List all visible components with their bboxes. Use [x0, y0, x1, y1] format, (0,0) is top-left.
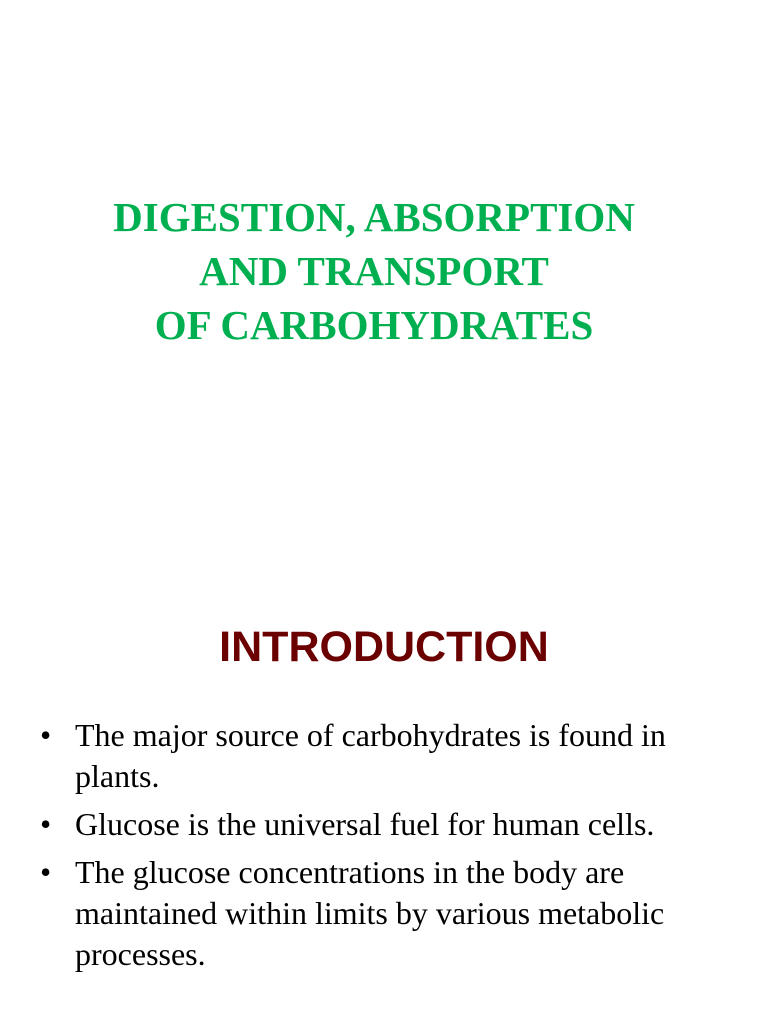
bullet-item	[40, 715, 730, 797]
bullet-icon: •	[40, 854, 52, 890]
bullet-list	[40, 715, 730, 982]
bullet-item	[40, 804, 730, 845]
slide-title-line: OF CARBOHYDRATES	[154, 302, 594, 348]
bullet-text: The glucose concentrations in the body are maintained within limits by various metabolic processes.	[75, 854, 665, 972]
bullet-item	[40, 852, 730, 975]
slide-title-line: DIGESTION, ABSORPTION	[113, 194, 635, 240]
bullet-text: Glucose is the universal fuel for human cells.	[75, 806, 655, 842]
bullet-icon: •	[40, 717, 52, 753]
bullet-icon: •	[40, 806, 52, 842]
bullet-text: The major source of carbohydrates is found in plants.	[75, 717, 666, 794]
slide-title	[0, 190, 748, 352]
introduction-slide	[0, 512, 768, 1024]
slide-title-line: AND TRANSPORT	[199, 248, 549, 294]
section-heading: INTRODUCTION	[219, 623, 549, 671]
